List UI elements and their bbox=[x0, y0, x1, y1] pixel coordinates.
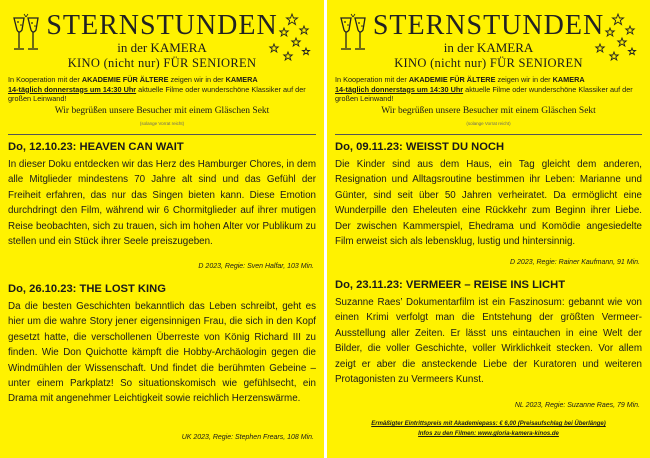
website-info: Infos zu den Filmen: www.gloria-kamera-kinos.de bbox=[418, 431, 559, 437]
film-entry bbox=[0, 282, 324, 407]
film-description: Suzanne Raes’ Dokumentarfilm ist ein Faszinosum: gebannt wie von einen Krimi verfolgt man die Entstehung der größten Vermeer-Ausstellung aller Zeiten. Er lässt uns eintauchen in eine Welt der Bilder, die voller Geschichte, voller Wirklichkeit stecken. Vor allem zeigt er aber die ansteckende Liebe der Kuratoren und weiteren Protagonisten zu Vermeers Kunst. bbox=[335, 297, 642, 386]
film-credit: D 2023, Regie: Sven Halfar, 103 Min. bbox=[198, 263, 314, 270]
page-title: STERNSTUNDEN bbox=[372, 10, 605, 41]
film-credit: D 2023, Regie: Rainer Kaufmann, 91 Min. bbox=[510, 259, 640, 266]
right-flyer bbox=[327, 0, 650, 458]
film-heading: Do, 09.11.23: WEISST DU NOCH bbox=[335, 141, 505, 153]
header-kino: KINO (nicht nur) FÜR SENIOREN bbox=[67, 56, 257, 70]
cooperation-text: In Kooperation mit der AKADEMIE FÜR ÄLTERE zeigen wir in der KAMERA 14-täglich donnerstags um 14:30 Uhr aktuelle Filme oder wunderschöne Klassiker auf der großen Leinwand! bbox=[335, 75, 633, 104]
cooperation-text: In Kooperation mit der AKADEMIE FÜR ÄLTERE zeigen wir in der KAMERA 14-täglich donnerstags um 14:30 Uhr aktuelle Filme oder wunderschöne Klassiker auf der großen Leinwand! bbox=[8, 75, 306, 104]
supply-note: (solange Vorrat reicht) bbox=[466, 121, 511, 126]
welcome-text: Wir begrüßen unsere Besucher mit einem Gläschen Sekt bbox=[381, 106, 596, 116]
film-heading: Do, 23.11.23: VERMEER – REISE INS LICHT bbox=[335, 279, 566, 291]
film-description: In dieser Doku entdecken wir das Herz des Hamburger Chores, in dem alle Mitglieder mindestens 70 Jahre alt sind und das Gefühl der Freiheit erfahren, das nur das Singen bieten kann. Diese Emotion durchdringt den Film, während wir 6 Chormitglieder auf ihrer mutigen Reise beobachten, sich zu trauen, sich im hohen Alter vor Publikum zu stellen und ein Stück ihrer Seele preiszugeben. bbox=[8, 159, 316, 248]
film-heading: Do, 26.10.23: THE LOST KING bbox=[8, 283, 166, 295]
header-subtitle: in der KAMERA bbox=[443, 40, 534, 55]
header bbox=[8, 0, 316, 135]
film-credit: NL 2023, Regie: Suzanne Raes, 79 Min. bbox=[514, 402, 640, 409]
header bbox=[335, 0, 642, 135]
welcome-text: Wir begrüßen unsere Besucher mit einem Gläschen Sekt bbox=[54, 106, 270, 116]
film-description: Da die besten Geschichten bekanntlich das Leben schreibt, geht es hier um die wahre Story jener eigensinnigen Frau, die sich in den Kopf gesetzt hatte, die verschollenen Überreste von König Richard III zu finden. Wie Don Quichotte kämpft die Hobby-Archäologin gegen die Windmühlen der Wissenschaft. Und findet die berühmten Gebeine – unter einem Parkplatz! So situationskomisch wie gefühlsecht, ein Drama mit angenehmer Leichtigkeit sowie reichlich Herzenswärme. bbox=[8, 301, 316, 405]
header-kino: KINO (nicht nur) FÜR SENIOREN bbox=[394, 56, 583, 70]
film-heading: Do, 12.10.23: HEAVEN CAN WAIT bbox=[8, 141, 184, 153]
film-credit: UK 2023, Regie: Stephen Frears, 108 Min. bbox=[181, 434, 314, 441]
film-description: Die Kinder sind aus dem Haus, ein Tag gleicht dem anderen, Resignation und Alltagsroutine bestimmen ihr Leben: Marianne und Günter, sind seit über 50 Jahren verheiratet. Da ermöglicht eine Wunderpille den Eheleuten eine Rückkehr zum Beginn ihrer Liebe. Der zwischen Kammerspiel, Ehedrama und Komödie angesiedelte Film erweist sich als lebensklug, lustig und hintersinnig. bbox=[335, 159, 642, 248]
film-entry bbox=[327, 140, 650, 249]
price-info: Ermäßigter Eintrittspreis mit Akademiepass: € 6,00 (Preisaufschlag bei Überlänge) bbox=[371, 421, 606, 427]
page-title: STERNSTUNDEN bbox=[46, 10, 278, 41]
supply-note: (solange Vorrat reicht) bbox=[139, 121, 185, 126]
header-subtitle: in der KAMERA bbox=[117, 40, 207, 55]
left-flyer bbox=[0, 0, 324, 458]
film-entry bbox=[327, 278, 650, 387]
film-entry bbox=[0, 140, 324, 249]
